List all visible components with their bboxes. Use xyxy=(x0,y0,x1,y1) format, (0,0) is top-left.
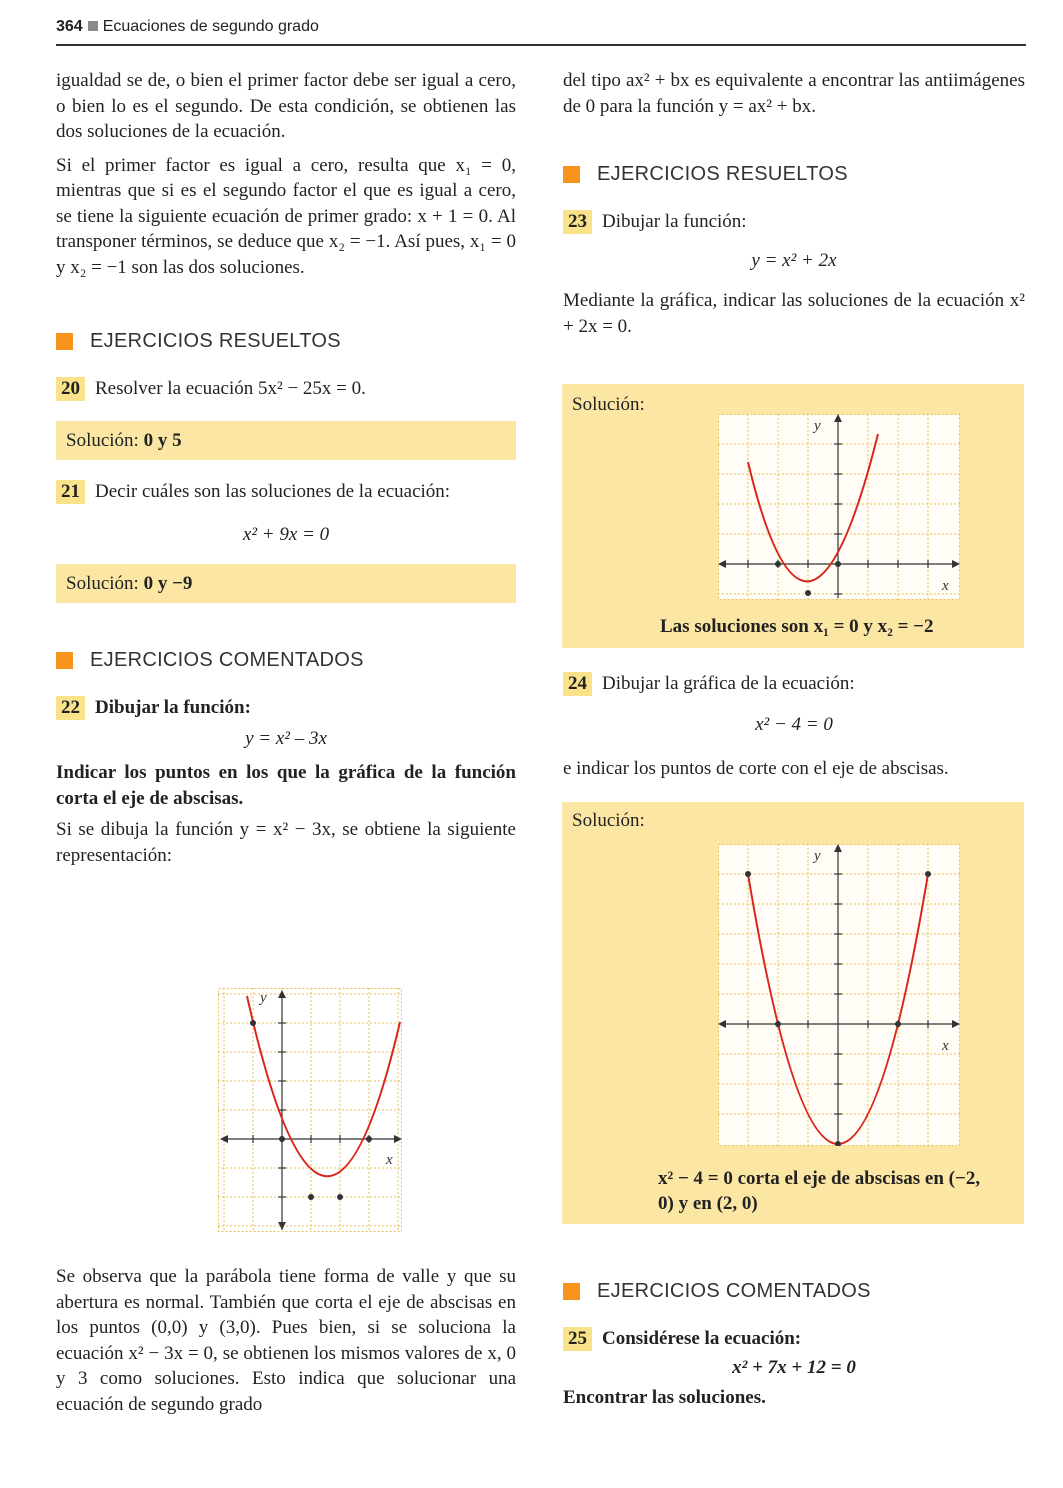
paragraph: Si el primer factor es igual a cero, resulta que x₁ = 0, mientras que si es el segundo factor el que es igual a cero, se tiene la siguiente ecuación de primer grado: x + 1 = 0. Al transponer términos, se deduce que x₂ = −1. Así pues, x₁ = 0 y x₂ = −1 son las dos soluciones. xyxy=(56,154,516,278)
square-bullet-icon xyxy=(56,652,73,669)
exercise-instruction: Indicar los puntos en los que la gráfica de la función corta el eje de abscisas. xyxy=(56,762,516,809)
exercise-text: Dibujar la función: xyxy=(95,697,251,718)
plot-point xyxy=(805,590,811,596)
exercise-21 xyxy=(56,480,516,504)
exercise-number: 25 xyxy=(563,1327,592,1351)
paragraph: e indicar los puntos de corte con el eje de abscisas. xyxy=(563,758,949,779)
paragraph: igualdad se de, o bien el primer factor debe ser igual a cero, o bien lo es el segundo. De esta condición, se obtienen las dos soluciones de la ecuación. xyxy=(56,70,516,142)
plot-point xyxy=(308,1194,314,1200)
square-bullet-icon xyxy=(563,166,580,183)
plot-point xyxy=(279,1136,285,1142)
plot-point xyxy=(337,1194,343,1200)
exercise-25 xyxy=(563,1327,1025,1351)
plot-point xyxy=(775,561,781,567)
exercise-text: Dibujar la función: xyxy=(602,211,747,232)
plot-point xyxy=(895,1021,901,1027)
x-axis-label: x xyxy=(942,578,949,594)
plot-point xyxy=(775,1021,781,1027)
solution-box: Solución: 0 y 5 xyxy=(56,421,516,460)
exercise-number: 20 xyxy=(56,377,85,401)
solution-box xyxy=(562,802,1024,1224)
graph-parabola-1 xyxy=(218,988,402,1232)
equation: x² + 9x = 0 xyxy=(242,524,330,545)
solution-value: 0 y 5 xyxy=(143,430,182,451)
solution-result: x² − 4 = 0 corta el eje de abscisas en (−2, 0) y en (2, 0) xyxy=(658,1168,981,1214)
equation: x² − 4 = 0 xyxy=(755,714,833,735)
paragraph: Mediante la gráfica, indicar las soluciones de la ecuación x² + 2x = 0. xyxy=(563,290,1025,337)
plot-point xyxy=(366,1136,372,1142)
square-bullet-icon xyxy=(56,333,73,350)
square-bullet-icon xyxy=(563,1283,580,1300)
chapter-title: Ecuaciones de segundo grado xyxy=(102,18,319,35)
page-number: 364 xyxy=(56,18,83,35)
solution-label: Solución: xyxy=(572,810,645,831)
exercise-20 xyxy=(56,377,516,401)
solution-box: Solución: 0 y −9 xyxy=(56,564,516,603)
solution-box xyxy=(562,384,1024,648)
right-column xyxy=(563,68,1025,339)
solution-result: Las soluciones son x₁ = 0 y x₂ = −2 xyxy=(660,616,934,637)
exercise-text: Considérese la ecuación: xyxy=(602,1328,802,1349)
exercise-number: 22 xyxy=(56,696,85,720)
equation: x² + 7x + 12 = 0 xyxy=(732,1357,856,1378)
exercise-24-block xyxy=(563,672,1025,782)
section-heading: EJERCICIOS COMENTADOS xyxy=(56,649,516,672)
paragraph: del tipo ax² + bx es equivalente a encontrar las antiimágenes de 0 para la función y = ax² + bx. xyxy=(563,70,1025,117)
y-axis-label: y xyxy=(814,418,821,434)
solution-value: 0 y −9 xyxy=(143,573,193,594)
paragraph: Se observa que la parábola tiene forma de valle y que su abertura es normal. También que corta el eje de abscisas en los puntos (0,0) y (3,0). Pues bien, si se soluciona la ecuación x² − 3x = 0, se obtienen los mismos valores de x, 0 y 3 como soluciones. Esto indica que solucionar una ecuación de segundo grado xyxy=(56,1266,516,1415)
exercise-text: Dibujar la gráfica de la ecuación: xyxy=(602,673,855,694)
exercise-text: Decir cuáles son las soluciones de la ecuación: xyxy=(95,481,451,502)
plot-point xyxy=(250,1020,256,1026)
exercise-23 xyxy=(563,210,1025,234)
y-axis-label: y xyxy=(260,990,267,1006)
x-axis-label: x xyxy=(942,1038,949,1054)
plot-point xyxy=(925,871,931,877)
graph-parabola-3 xyxy=(718,844,960,1146)
section-heading: EJERCICIOS RESUELTOS xyxy=(56,330,516,353)
paragraph: Si se dibuja la función y = x² − 3x, se obtiene la siguiente representación: xyxy=(56,819,516,866)
section-comentados-right xyxy=(563,1280,1025,1411)
page-header xyxy=(56,18,1026,46)
exercise-number: 23 xyxy=(563,210,592,234)
header-square-icon xyxy=(88,21,98,31)
exercise-24 xyxy=(563,672,1025,696)
exercise-number: 24 xyxy=(563,672,592,696)
x-axis-label: x xyxy=(386,1152,393,1168)
plot-point xyxy=(835,561,841,567)
left-column xyxy=(56,68,516,868)
exercise-22 xyxy=(56,696,516,720)
solution-label: Solución: xyxy=(572,394,645,415)
section-heading: EJERCICIOS COMENTADOS xyxy=(563,1280,1025,1303)
exercise-instruction: Encontrar las soluciones. xyxy=(563,1387,766,1408)
section-heading: EJERCICIOS RESUELTOS xyxy=(563,163,1025,186)
equation: y = x² + 2x xyxy=(751,250,837,271)
equation: y = x² – 3x xyxy=(245,728,327,749)
exercise-number: 21 xyxy=(56,480,85,504)
y-axis-label: y xyxy=(814,848,821,864)
graph-parabola-2 xyxy=(718,414,960,600)
exercise-text: Resolver la ecuación 5x² − 25x = 0. xyxy=(95,378,366,399)
plot-point xyxy=(745,871,751,877)
